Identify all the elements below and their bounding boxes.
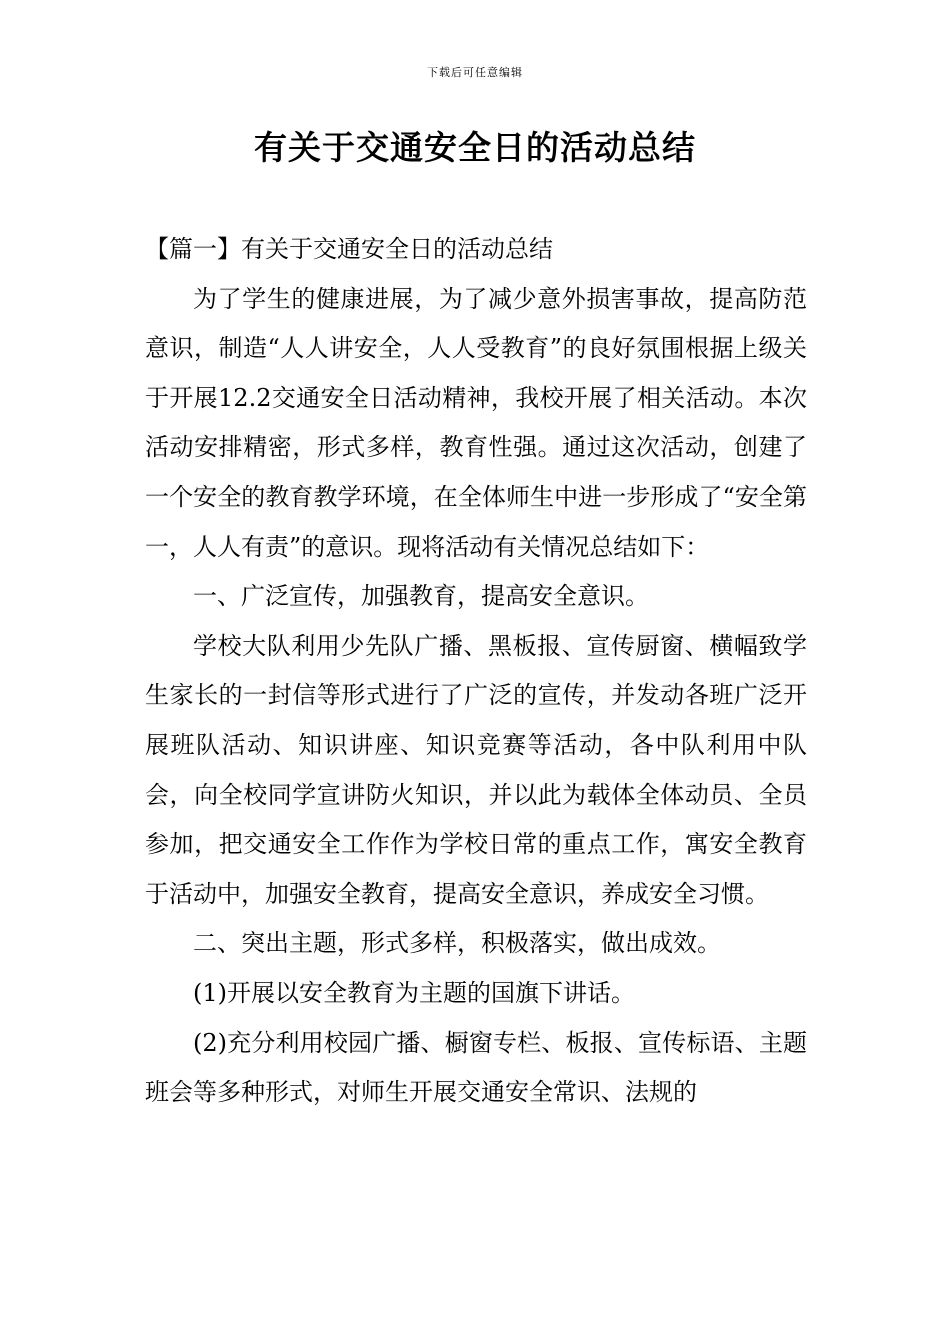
paragraph: (1)开展以安全教育为主题的国旗下讲话。 [193, 978, 635, 1007]
paragraph: 为了学生的健康进展，为了减少意外损害事故，提高防范意识，制造“人人讲安全，人人受教育”的良好氛围根据上级关于开展12.2交通安全日活动精神，我校开展了相关活动。本次活动安排精密，形式多样，教育性强。通过这次活动，创建了一个安全的教育教学环境，在全体师生中进一步形成了“安全第一，人人有责”的意识。现将活动有关情况总结如下： [145, 284, 807, 561]
paragraph: 二、突出主题，形式多样，积极落实，做出成效。 [193, 929, 721, 958]
document-title: 有关于交通安全日的活动总结 [254, 128, 696, 167]
section-heading: 【篇一】有关于交通安全日的活动总结 [145, 235, 553, 263]
header-note: 下载后可任意编辑 [427, 66, 523, 79]
paragraph: (2)充分利用校园广播、橱窗专栏、板报、宣传标语、主题班会等多种形式，对师生开展交通安全常识、法规的 [145, 1028, 807, 1107]
paragraph: 学校大队利用少先队广播、黑板报、宣传厨窗、横幅致学生家长的一封信等形式进行了广泛的宣传，并发动各班广泛开展班队活动、知识讲座、知识竞赛等活动，各中队利用中队会，向全校同学宣讲防火知识，并以此为载体全体动员、全员参加，把交通安全工作作为学校日常的重点工作，寓安全教育于活动中，加强安全教育，提高安全意识，养成安全习惯。 [145, 631, 807, 908]
document-body [145, 225, 807, 1118]
paragraph: 一、广泛宣传，加强教育，提高安全意识。 [193, 582, 649, 611]
